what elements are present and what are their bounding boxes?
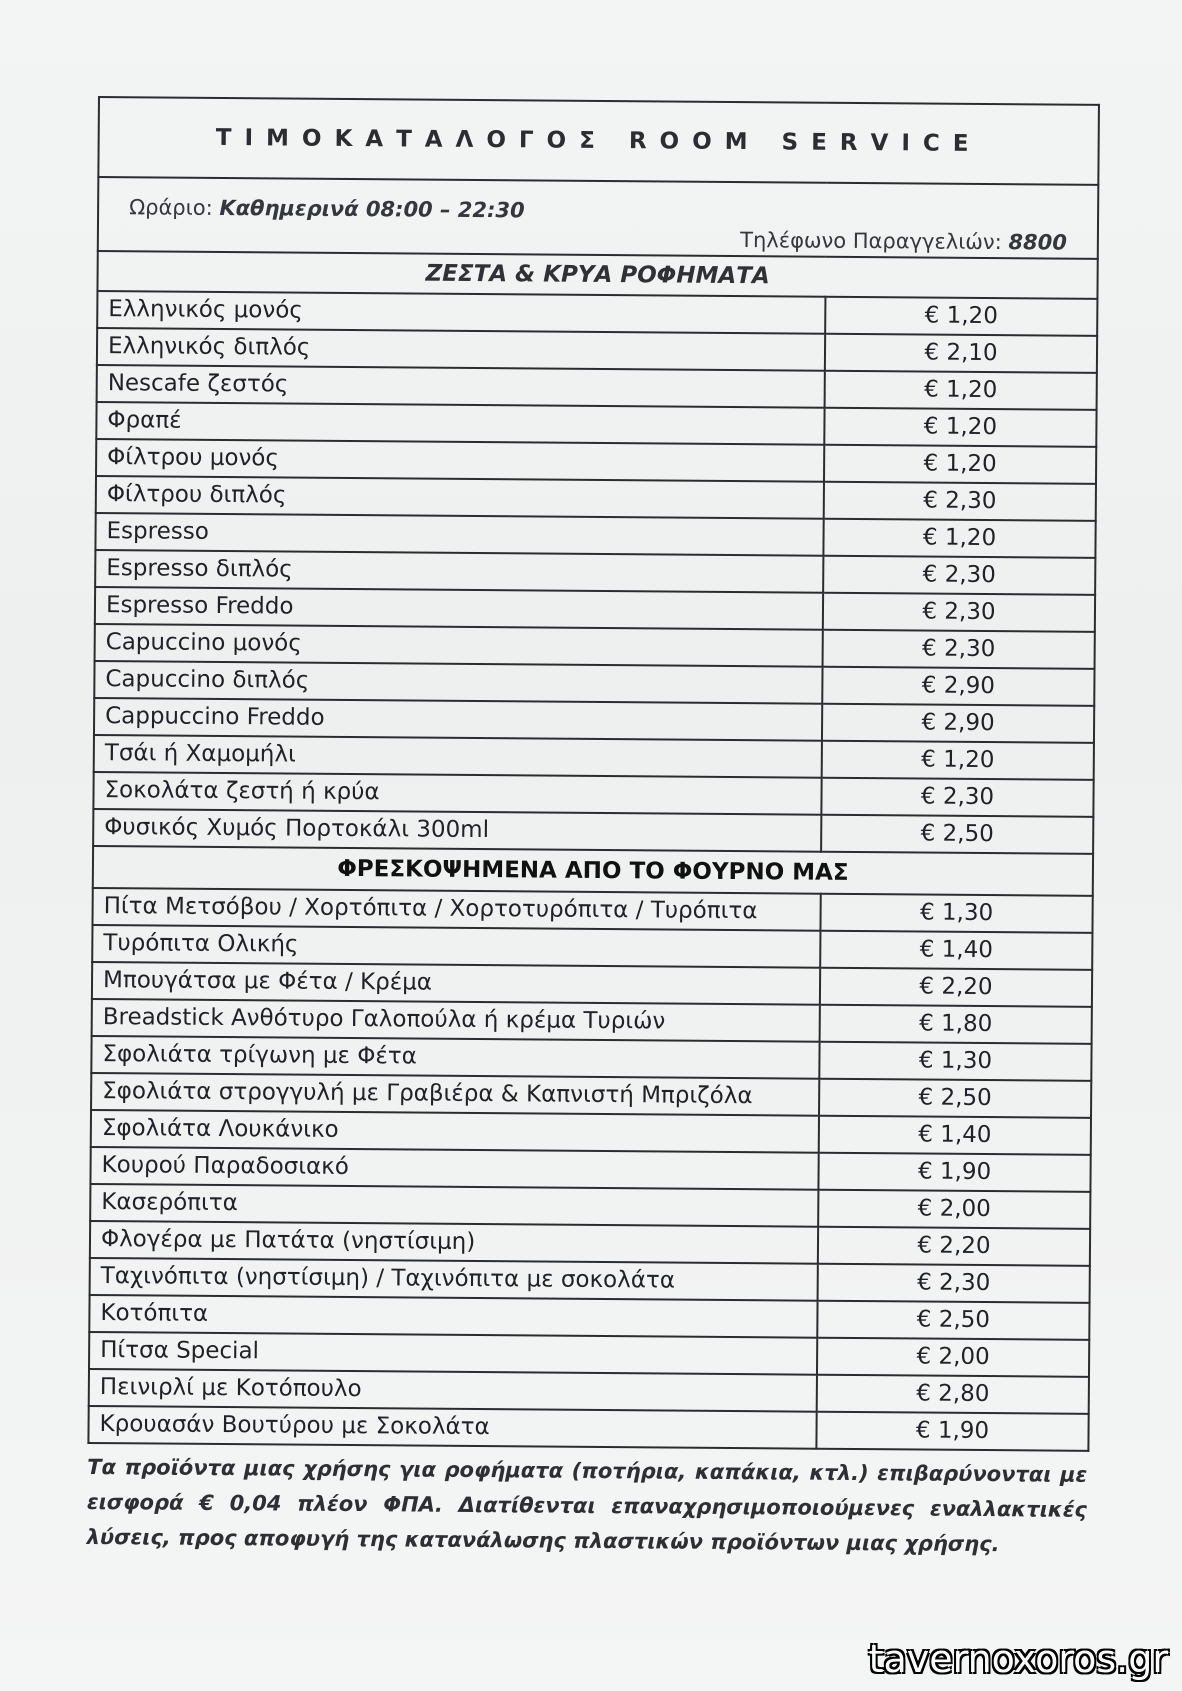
watermark: tavernoxoros.gr bbox=[868, 1637, 1168, 1681]
item-name: Espresso Freddo bbox=[95, 587, 823, 630]
hours-label: Ωράριο: bbox=[129, 195, 213, 220]
section-heading-bakery: ΦΡΕΣΚΟΨΗΜΕΝΑ ΑΠΟ ΤΟ ΦΟΥΡΝΟ ΜΑΣ bbox=[93, 846, 1093, 896]
price-list-table bbox=[87, 96, 1100, 1452]
item-name: Τυρόπιτα Ολικής bbox=[92, 925, 820, 968]
item-name: Μπουγάτσα με Φέτα / Κρέμα bbox=[92, 962, 820, 1005]
item-name: Φλογέρα με Πατάτα (νηστίσιμη) bbox=[90, 1221, 818, 1264]
phone-label: Τηλέφωνο Παραγγελιών: bbox=[740, 228, 1002, 255]
opening-hours bbox=[129, 190, 525, 228]
item-name: Σφολιάτα Λουκάνικο bbox=[91, 1110, 819, 1153]
item-name: Τσάι ή Χαμομήλι bbox=[94, 735, 822, 778]
item-name: Ελληνικός μονός bbox=[97, 291, 825, 334]
item-name: Σφολιάτα τρίγωνη με Φέτα bbox=[91, 1036, 819, 1079]
item-name: Cappuccino Freddo bbox=[94, 698, 822, 741]
item-name: Ελληνικός διπλός bbox=[97, 328, 825, 371]
disposable-fee-note: Τα προϊόντα μιας χρήσης για ροφήματα (ποτήρια, καπάκια, κτλ.) επιβαρύνονται με εισφορά € 0,04 πλέον ΦΠΑ. Διατίθενται επαναχρησιμοποιούμενες εναλλακτικές λύσεις, προς αποφυγή της κατανάλωσης πλαστικών προϊόντων μιας χρήσης. bbox=[86, 1454, 1088, 1557]
item-name: Κρουασάν Βουτύρου με Σοκολάτα bbox=[88, 1406, 816, 1449]
item-price: € 2,10 bbox=[825, 334, 1097, 373]
item-price: € 2,50 bbox=[819, 1079, 1091, 1118]
item-name: Ταχινόπιτα (νηστίσιμη) / Ταχινόπιτα με σοκολάτα bbox=[90, 1258, 818, 1301]
item-name: Πεινιρλί με Κοτόπουλο bbox=[89, 1369, 817, 1412]
item-price: € 2,30 bbox=[818, 1264, 1090, 1303]
item-price: € 1,20 bbox=[825, 371, 1097, 410]
item-name: Κουρού Παραδοσιακό bbox=[90, 1147, 818, 1190]
item-price: € 2,90 bbox=[822, 667, 1094, 706]
item-price: € 2,50 bbox=[817, 1301, 1089, 1340]
item-price: € 2,30 bbox=[823, 556, 1095, 595]
item-price: € 2,30 bbox=[823, 593, 1095, 632]
item-price: € 2,30 bbox=[821, 778, 1093, 817]
item-price: € 1,40 bbox=[819, 1116, 1091, 1155]
item-price: € 2,20 bbox=[820, 968, 1092, 1007]
item-name: Nescafe ζεστός bbox=[97, 365, 825, 408]
item-name: Πίτσα Special bbox=[89, 1332, 817, 1375]
item-price: € 1,20 bbox=[822, 741, 1094, 780]
item-name: Σφολιάτα στρογγυλή με Γραβιέρα & Καπνιστή Μπριζόλα bbox=[91, 1073, 819, 1116]
item-price: € 2,80 bbox=[817, 1375, 1089, 1414]
menu-item-row bbox=[88, 1406, 1088, 1451]
item-price: € 2,00 bbox=[817, 1338, 1089, 1377]
item-name: Πίτα Μετσόβου / Χορτόπιτα / Χορτοτυρόπιτα / Τυρόπιτα bbox=[92, 888, 820, 931]
order-phone bbox=[740, 223, 1067, 259]
item-price: € 2,20 bbox=[818, 1227, 1090, 1266]
item-price: € 1,20 bbox=[824, 408, 1096, 447]
item-name: Φίλτρου διπλός bbox=[96, 476, 824, 519]
item-name: Capuccino μονός bbox=[95, 624, 823, 667]
item-price: € 1,20 bbox=[825, 297, 1097, 336]
item-price: € 1,30 bbox=[820, 894, 1092, 933]
item-name: Κοτόπιτα bbox=[89, 1295, 817, 1338]
phone-value: 8800 bbox=[1008, 230, 1067, 255]
item-name: Κασερόπιτα bbox=[90, 1184, 818, 1227]
item-name: Espresso bbox=[95, 513, 823, 556]
section-heading-drinks: ΖΕΣΤΑ & ΚΡΥΑ ΡΟΦΗΜΑΤΑ bbox=[97, 251, 1097, 299]
item-price: € 2,30 bbox=[823, 630, 1095, 669]
item-price: € 2,90 bbox=[822, 704, 1094, 743]
hours-value: Καθημερινά 08:00 – 22:30 bbox=[219, 195, 525, 223]
item-name: Capuccino διπλός bbox=[94, 661, 822, 704]
item-price: € 1,80 bbox=[820, 1005, 1092, 1044]
item-price: € 1,90 bbox=[816, 1412, 1088, 1451]
item-name: Φυσικός Χυμός Πορτοκάλι 300ml bbox=[93, 809, 821, 852]
item-name: Φραπέ bbox=[96, 402, 824, 445]
item-price: € 2,50 bbox=[821, 815, 1093, 854]
item-price: € 1,30 bbox=[819, 1042, 1091, 1081]
item-price: € 1,40 bbox=[820, 931, 1092, 970]
item-name: Espresso διπλός bbox=[95, 550, 823, 593]
info-row bbox=[98, 177, 1099, 259]
item-price: € 1,90 bbox=[818, 1153, 1090, 1192]
item-price: € 1,20 bbox=[824, 445, 1096, 484]
item-price: € 2,00 bbox=[818, 1190, 1090, 1229]
page-title: ΤΙΜΟΚΑΤΑΛΟΓΟΣ ROOM SERVICE bbox=[98, 97, 1099, 185]
item-name: Σοκολάτα ζεστή ή κρύα bbox=[93, 772, 821, 815]
price-list-sheet bbox=[87, 96, 1098, 1563]
item-price: € 1,20 bbox=[823, 519, 1095, 558]
item-price: € 2,30 bbox=[824, 482, 1096, 521]
item-name: Φίλτρου μονός bbox=[96, 439, 824, 482]
item-name: Breadstick Ανθότυρο Γαλοπούλα ή κρέμα Τυριών bbox=[92, 999, 820, 1042]
